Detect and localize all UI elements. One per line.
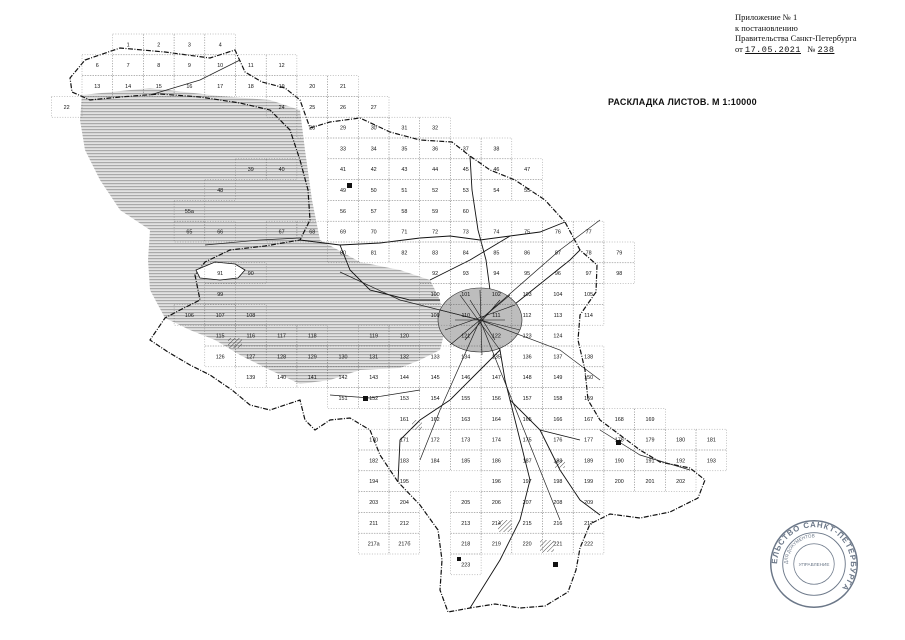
header-line-1: Приложение № 1 bbox=[735, 12, 798, 22]
markers bbox=[347, 183, 621, 567]
sheet-label: 90 bbox=[247, 271, 254, 278]
sheet-label: 54 bbox=[493, 188, 500, 194]
sheet-label: 136 bbox=[522, 354, 532, 361]
sheet-label: 13 bbox=[94, 84, 101, 90]
sheet-label: 10 bbox=[217, 63, 224, 70]
sheet-label: 102 bbox=[491, 292, 501, 298]
sheet-label: 71 bbox=[401, 229, 408, 236]
sheet-label: 35 bbox=[401, 146, 408, 153]
district-boundaries bbox=[300, 156, 600, 608]
sheet-label: 68 bbox=[309, 229, 316, 236]
sheet-label: 176 bbox=[553, 437, 563, 444]
date-prefix: от bbox=[735, 43, 743, 54]
sheet-label: 14 bbox=[125, 84, 132, 90]
sheet-label: 84 bbox=[462, 250, 469, 257]
sheet-label: 70 bbox=[370, 229, 377, 236]
sheet-label: 46 bbox=[493, 167, 500, 174]
sheet-label: 203 bbox=[369, 500, 379, 506]
sheet-label: 74 bbox=[493, 229, 500, 236]
sheet-label: 7 bbox=[126, 63, 130, 70]
sheet-label: 121 bbox=[461, 333, 471, 340]
sheet-label: 164 bbox=[491, 416, 501, 423]
sheet-label: 78 bbox=[585, 250, 592, 257]
sheet-label: 51 bbox=[401, 188, 408, 194]
sheet-label: 163 bbox=[461, 416, 471, 423]
sheet-label: 223 bbox=[461, 562, 471, 569]
sheet-label: 80 bbox=[340, 250, 346, 257]
sheet-label: 99 bbox=[217, 292, 224, 298]
sheet-label: 29 bbox=[340, 125, 346, 132]
sheet-label: 209 bbox=[584, 500, 594, 506]
sheet-label: 174 bbox=[491, 437, 501, 444]
sheet-label: 205 bbox=[461, 500, 471, 506]
sheet-label: 39 bbox=[247, 167, 254, 174]
sheet-label: 219 bbox=[491, 541, 501, 548]
sheet-label: 75 bbox=[524, 229, 531, 236]
sheet-label: 217 bbox=[584, 520, 594, 527]
sheet-label: 159 bbox=[584, 396, 594, 402]
sheet-label: 53 bbox=[462, 188, 469, 194]
sheet-label: 140 bbox=[277, 375, 287, 382]
seal-outer-text: ЕЛЬСТВО САНКТ-ПЕТЕРБУРГА bbox=[770, 520, 858, 593]
sheet-label: 98 bbox=[616, 271, 623, 278]
sheet-label: 161 bbox=[399, 416, 409, 423]
sheet-label: 142 bbox=[338, 375, 348, 382]
sheet-label: 69 bbox=[340, 229, 346, 236]
decree-date: 17.05.2021 bbox=[744, 44, 801, 55]
sheet-label: 162 bbox=[430, 416, 440, 423]
sheet-label: 181 bbox=[706, 437, 716, 444]
sheet-label: 133 bbox=[430, 354, 440, 361]
sheet-label: 145 bbox=[430, 375, 440, 382]
sheet-label: 92 bbox=[432, 271, 439, 278]
sheet-label: 123 bbox=[522, 333, 532, 340]
sheet-label: 79 bbox=[616, 250, 623, 257]
sheet-label: 76 bbox=[554, 229, 561, 236]
sheet-label: 194 bbox=[369, 479, 379, 486]
sheet-label: 200 bbox=[614, 479, 624, 486]
sheet-label: 196 bbox=[491, 479, 501, 486]
sheet-label: 166 bbox=[553, 416, 563, 423]
sheet-label: 189 bbox=[584, 458, 594, 465]
sheet-label: 96 bbox=[554, 271, 561, 278]
decree-number: 238 bbox=[817, 44, 835, 55]
sheet-label: 193 bbox=[706, 458, 716, 465]
sheet-label: 154 bbox=[430, 396, 440, 402]
sheet-label: 41 bbox=[340, 167, 346, 174]
sheet-label: 168 bbox=[614, 416, 624, 423]
sheet-label: 109 bbox=[430, 312, 440, 319]
sheet-label: 199 bbox=[584, 479, 594, 486]
sheet-label: 105 bbox=[584, 292, 594, 298]
sheet-label: 95 bbox=[524, 271, 531, 278]
sheet-label: 147 bbox=[491, 375, 501, 382]
sheet-label: 134 bbox=[461, 354, 471, 361]
sheet-label: 94 bbox=[493, 271, 500, 278]
sheet-label: 212 bbox=[399, 520, 409, 527]
sheet-label: 38 bbox=[493, 146, 500, 153]
sheet-label: 104 bbox=[553, 292, 563, 298]
sheet-label: 30 bbox=[370, 125, 377, 132]
sheet-label: 169 bbox=[645, 416, 655, 423]
sheet-label: 149 bbox=[553, 375, 563, 382]
sheet-label: 197 bbox=[522, 479, 532, 486]
sheet-label: 132 bbox=[399, 354, 409, 361]
sheet-label: 126 bbox=[215, 354, 225, 361]
sheet-label: 101 bbox=[461, 292, 471, 298]
sheet-label: 108 bbox=[246, 312, 256, 319]
sheet-label: 55a bbox=[184, 208, 194, 215]
sheet-label: 42 bbox=[370, 167, 377, 174]
sheet-label: 135 bbox=[491, 354, 501, 361]
sheet-label: 141 bbox=[307, 375, 317, 382]
sheet-label: 211 bbox=[369, 520, 378, 527]
sheet-label: 60 bbox=[462, 208, 469, 215]
map-title: РАСКЛАДКА ЛИСТОВ. М 1:10000 bbox=[608, 97, 757, 107]
sheet-label: 49 bbox=[340, 188, 346, 194]
sheet-label: 128 bbox=[277, 354, 287, 361]
sheet-label: 180 bbox=[676, 437, 686, 444]
sheet-label: 106 bbox=[184, 312, 194, 319]
sheet-label: 33 bbox=[340, 146, 346, 153]
sheet-label: 175 bbox=[522, 437, 532, 444]
sheet-label: 192 bbox=[676, 458, 686, 465]
sheet-label: 214 bbox=[491, 520, 501, 527]
sheet-label: 170 bbox=[369, 437, 379, 444]
sheet-label: 40 bbox=[278, 167, 285, 174]
sheet-label: 17 bbox=[217, 84, 224, 90]
official-seal bbox=[768, 518, 860, 610]
sheet-label: 36 bbox=[432, 146, 439, 153]
sheet-label: 217a bbox=[367, 541, 380, 548]
sheet-label: 9 bbox=[187, 63, 191, 70]
sheet-label: 124 bbox=[553, 333, 563, 340]
sheet-label: 143 bbox=[369, 375, 379, 382]
sheet-label: 187 bbox=[522, 458, 532, 465]
sheet-label: 172 bbox=[430, 437, 440, 444]
sheet-label: 130 bbox=[338, 354, 348, 361]
sheet-label: 151 bbox=[338, 396, 348, 402]
sheet-label: 24 bbox=[278, 104, 285, 111]
sheet-label: 150 bbox=[584, 375, 594, 382]
sheet-label: 82 bbox=[401, 250, 408, 257]
sheet-label: 198 bbox=[553, 479, 563, 486]
sheet-label: 107 bbox=[215, 312, 225, 319]
header-line-3: Правительства Санкт-Петербурга bbox=[735, 33, 857, 43]
sheet-label: 28 bbox=[309, 125, 316, 132]
sheet-label: 4 bbox=[218, 42, 222, 49]
sheet-label: 111 bbox=[492, 312, 501, 319]
sheet-label: 113 bbox=[553, 312, 563, 319]
number-prefix: № bbox=[807, 43, 816, 54]
sheet-label: 32 bbox=[432, 125, 439, 132]
sheet-label: 186 bbox=[491, 458, 501, 465]
sheet-label: 47 bbox=[524, 167, 531, 174]
sheet-label: 15 bbox=[155, 84, 162, 90]
sheet-label: 218 bbox=[461, 541, 471, 548]
sheet-label: 153 bbox=[399, 396, 409, 402]
sheet-label: 221 bbox=[553, 541, 563, 548]
sheet-label: 110 bbox=[461, 312, 471, 319]
sheet-label: 206 bbox=[491, 500, 501, 506]
sheet-label: 2 bbox=[157, 42, 161, 49]
sheet-label: 202 bbox=[676, 479, 686, 486]
sheet-label: 201 bbox=[645, 479, 655, 486]
sheet-label: 52 bbox=[432, 188, 439, 194]
sheet-label: 1 bbox=[126, 42, 130, 49]
sheet-label: 215 bbox=[522, 520, 532, 527]
sheet-label: 103 bbox=[522, 292, 532, 298]
sheet-label: 158 bbox=[553, 396, 563, 402]
sheet-label: 37 bbox=[462, 146, 469, 153]
sheet-label: 55 bbox=[524, 188, 531, 194]
seal-center-text: УПРАВЛЕНИЕ bbox=[798, 561, 830, 567]
sheet-label: 65 bbox=[186, 229, 193, 236]
sheet-label: 220 bbox=[522, 541, 532, 548]
sheet-label: 87 bbox=[554, 250, 561, 257]
sheet-label: 100 bbox=[430, 292, 440, 298]
sheet-label: 12 bbox=[278, 63, 285, 70]
sheet-label: 72 bbox=[432, 229, 439, 236]
sheet-label: 177 bbox=[584, 437, 594, 444]
sheet-label: 222 bbox=[584, 541, 594, 548]
sheet-label: 216 bbox=[553, 520, 563, 527]
seal-inner-text: ДЛЯ ДОКУМЕНТОВ bbox=[783, 533, 815, 565]
sheet-label: 184 bbox=[430, 458, 440, 465]
sheet-label: 85 bbox=[493, 250, 500, 257]
sheet-label: 21 bbox=[340, 84, 346, 90]
sheet-label: 66 bbox=[217, 229, 224, 236]
sheet-label: 148 bbox=[522, 375, 532, 382]
sheet-label: 34 bbox=[370, 146, 377, 153]
sheet-label: 131 bbox=[369, 354, 379, 361]
sheet-label: 19 bbox=[278, 84, 285, 90]
sheet-label: 57 bbox=[370, 208, 377, 215]
sheet-label: 11 bbox=[247, 63, 254, 70]
sheet-label: 45 bbox=[462, 167, 469, 174]
sheet-label: 116 bbox=[246, 333, 256, 340]
sheet-label: 144 bbox=[399, 375, 409, 382]
sheet-label: 115 bbox=[215, 333, 225, 340]
sheet-label: 44 bbox=[432, 167, 439, 174]
sheet-label: 20 bbox=[309, 84, 316, 90]
sheet-label: 118 bbox=[308, 333, 317, 340]
sheet-label: 138 bbox=[584, 354, 594, 361]
sheet-label: 188 bbox=[553, 458, 563, 465]
sheet-label: 56 bbox=[340, 208, 346, 215]
sheet-label: 178 bbox=[614, 437, 624, 444]
sheet-label: 59 bbox=[432, 208, 439, 215]
sheet-label: 48 bbox=[217, 188, 224, 194]
sheet-label: 18 bbox=[247, 84, 254, 90]
sheet-label: 179 bbox=[645, 437, 655, 444]
sheet-label: 173 bbox=[461, 437, 471, 444]
sheet-label: 156 bbox=[491, 396, 501, 402]
sheet-label: 97 bbox=[585, 271, 592, 278]
sheet-label: 22 bbox=[63, 104, 70, 111]
sheet-label: 165 bbox=[522, 416, 532, 423]
sheet-label: 185 bbox=[461, 458, 471, 465]
sheet-label: 58 bbox=[401, 208, 408, 215]
sheet-label: 67 bbox=[278, 229, 285, 236]
sheet-label: 26 bbox=[340, 104, 346, 111]
sheet-label: 190 bbox=[614, 458, 624, 465]
sheet-label: 171 bbox=[399, 437, 409, 444]
sheet-label: 43 bbox=[401, 167, 408, 174]
sheet-label: 117 bbox=[277, 333, 286, 340]
sheet-label: 91 bbox=[217, 271, 224, 278]
sheet-label: 217б bbox=[398, 541, 411, 548]
sheet-label: 155 bbox=[461, 396, 471, 402]
sheet-label: 16 bbox=[186, 84, 193, 90]
sheet-label: 31 bbox=[401, 125, 408, 132]
sheet-label: 213 bbox=[461, 520, 471, 527]
sheet-label: 146 bbox=[461, 375, 471, 382]
sheet-label: 83 bbox=[432, 250, 439, 257]
sheet-label: 77 bbox=[585, 229, 592, 236]
sheet-label: 167 bbox=[584, 416, 594, 423]
sheet-label: 25 bbox=[309, 104, 316, 111]
sheet-label: 152 bbox=[369, 396, 379, 402]
sheet-label: 50 bbox=[370, 188, 377, 194]
city-core bbox=[438, 288, 522, 355]
sheet-label: 6 bbox=[95, 63, 99, 70]
sheet-label: 127 bbox=[246, 354, 256, 361]
sheet-label: 208 bbox=[553, 500, 563, 506]
sheet-label: 157 bbox=[522, 396, 532, 402]
sheet-label: 81 bbox=[370, 250, 377, 257]
sheet-label: 207 bbox=[522, 500, 532, 506]
sheet-label: 8 bbox=[157, 63, 161, 70]
sheet-label: 182 bbox=[369, 458, 379, 465]
sheet-label: 114 bbox=[584, 312, 593, 319]
sheet-label: 93 bbox=[462, 271, 469, 278]
sheet-label: 119 bbox=[369, 333, 378, 340]
sheet-label: 139 bbox=[246, 375, 256, 382]
sheet-label: 73 bbox=[462, 229, 469, 236]
sheet-label: 204 bbox=[399, 500, 409, 506]
sheet-label: 137 bbox=[553, 354, 563, 361]
sheet-label: 183 bbox=[399, 458, 409, 465]
sheet-label: 120 bbox=[399, 333, 409, 340]
sheet-label: 27 bbox=[370, 104, 377, 111]
sheet-label: 122 bbox=[491, 333, 501, 340]
header-line-2: к постановлению bbox=[735, 22, 798, 33]
sheet-label: 112 bbox=[522, 312, 532, 319]
sheet-label: 195 bbox=[399, 479, 409, 486]
sheet-label: 3 bbox=[187, 42, 191, 49]
sheet-label: 191 bbox=[645, 458, 655, 465]
sheet-label: 129 bbox=[307, 354, 317, 361]
sheet-label: 86 bbox=[524, 250, 531, 257]
